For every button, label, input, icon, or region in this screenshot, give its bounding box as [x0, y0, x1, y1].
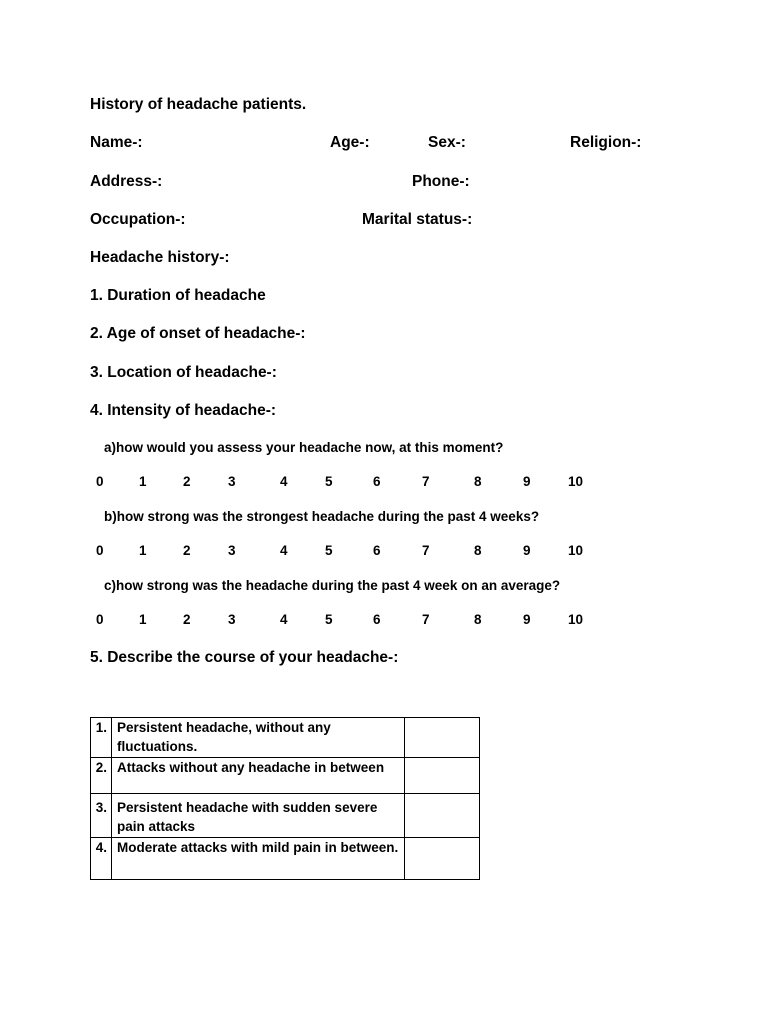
- intensity-scale-value[interactable]: 6: [373, 543, 381, 558]
- intensity-scale-value[interactable]: 6: [373, 612, 381, 627]
- intensity-scale-value[interactable]: 0: [96, 612, 104, 627]
- intensity-scale-value[interactable]: 5: [325, 543, 333, 558]
- course-option-tick-cell[interactable]: [405, 718, 480, 758]
- course-item: 5. Describe the course of your headache-:: [90, 649, 399, 666]
- intensity-scale-value[interactable]: 4: [280, 612, 288, 627]
- course-option-row: [91, 838, 480, 880]
- religion-field-label: Religion-:: [570, 134, 642, 151]
- intensity-scale-value[interactable]: 5: [325, 612, 333, 627]
- occupation-field-label: Occupation-:: [90, 211, 186, 228]
- course-option-tick-cell[interactable]: [405, 838, 480, 880]
- intensity-scale-value[interactable]: 9: [523, 474, 531, 489]
- intensity-scale-value[interactable]: 10: [568, 612, 584, 627]
- age-field-label: Age-:: [330, 134, 370, 151]
- intensity-scale-value[interactable]: 4: [280, 474, 288, 489]
- intensity-scale-value[interactable]: 3: [228, 612, 236, 627]
- intensity-scale-value[interactable]: 7: [422, 474, 430, 489]
- form-title: History of headache patients.: [90, 96, 307, 113]
- headache-history-heading: Headache history-:: [90, 249, 230, 266]
- sex-field-label: Sex-:: [428, 134, 466, 151]
- intensity-scale-value[interactable]: 9: [523, 543, 531, 558]
- intensity-scale-value[interactable]: 5: [325, 474, 333, 489]
- intensity-scale-value[interactable]: 2: [183, 474, 191, 489]
- intensity-scale-value[interactable]: 8: [474, 474, 482, 489]
- intensity-scale-value[interactable]: 7: [422, 543, 430, 558]
- intensity-scale-value[interactable]: 0: [96, 543, 104, 558]
- course-option-number: 4.: [91, 838, 112, 880]
- name-field-label: Name-:: [90, 134, 143, 151]
- intensity-question-a: a)how would you assess your headache now, at this moment?: [104, 440, 504, 455]
- address-field-label: Address-:: [90, 173, 163, 190]
- course-option-number: 2.: [91, 758, 112, 794]
- intensity-scale-value[interactable]: 1: [139, 474, 147, 489]
- course-option-text: Attacks without any headache in between: [112, 758, 405, 794]
- intensity-item: 4. Intensity of headache-:: [90, 402, 277, 419]
- intensity-scale-value[interactable]: 10: [568, 543, 584, 558]
- intensity-question-b: b)how strong was the strongest headache during the past 4 weeks?: [104, 509, 540, 524]
- intensity-scale-value[interactable]: 2: [183, 543, 191, 558]
- intensity-scale-value[interactable]: 9: [523, 612, 531, 627]
- intensity-scale-value[interactable]: 2: [183, 612, 191, 627]
- intensity-scale-value[interactable]: 3: [228, 543, 236, 558]
- course-option-tick-cell[interactable]: [405, 794, 480, 838]
- intensity-question-c: c)how strong was the headache during the past 4 week on an average?: [104, 578, 561, 593]
- course-option-tick-cell[interactable]: [405, 758, 480, 794]
- intensity-scale-value[interactable]: 8: [474, 543, 482, 558]
- course-option-number: 1.: [91, 718, 112, 758]
- phone-field-label: Phone-:: [412, 173, 470, 190]
- intensity-scale-value[interactable]: 10: [568, 474, 584, 489]
- intensity-scale-value[interactable]: 3: [228, 474, 236, 489]
- intensity-scale-value[interactable]: 1: [139, 543, 147, 558]
- intensity-scale-value[interactable]: 1: [139, 612, 147, 627]
- course-option-number: 3.: [91, 794, 112, 838]
- location-item: 3. Location of headache-:: [90, 364, 277, 381]
- course-option-row: [91, 718, 480, 758]
- age-of-onset-item: 2. Age of onset of headache-:: [90, 325, 306, 342]
- course-option-text: Persistent headache, without any fluctuations.: [112, 718, 405, 758]
- course-options-table: [90, 717, 480, 880]
- course-option-row: [91, 758, 480, 794]
- duration-item: 1. Duration of headache: [90, 287, 266, 304]
- intensity-scale-value[interactable]: 8: [474, 612, 482, 627]
- marital-status-field-label: Marital status-:: [362, 211, 473, 228]
- intensity-scale-value[interactable]: 0: [96, 474, 104, 489]
- course-option-text: Moderate attacks with mild pain in between.: [112, 838, 405, 880]
- intensity-scale-value[interactable]: 4: [280, 543, 288, 558]
- intensity-scale-value[interactable]: 6: [373, 474, 381, 489]
- course-option-row: [91, 794, 480, 838]
- course-option-text: Persistent headache with sudden severe pain attacks: [112, 794, 405, 838]
- intensity-scale-value[interactable]: 7: [422, 612, 430, 627]
